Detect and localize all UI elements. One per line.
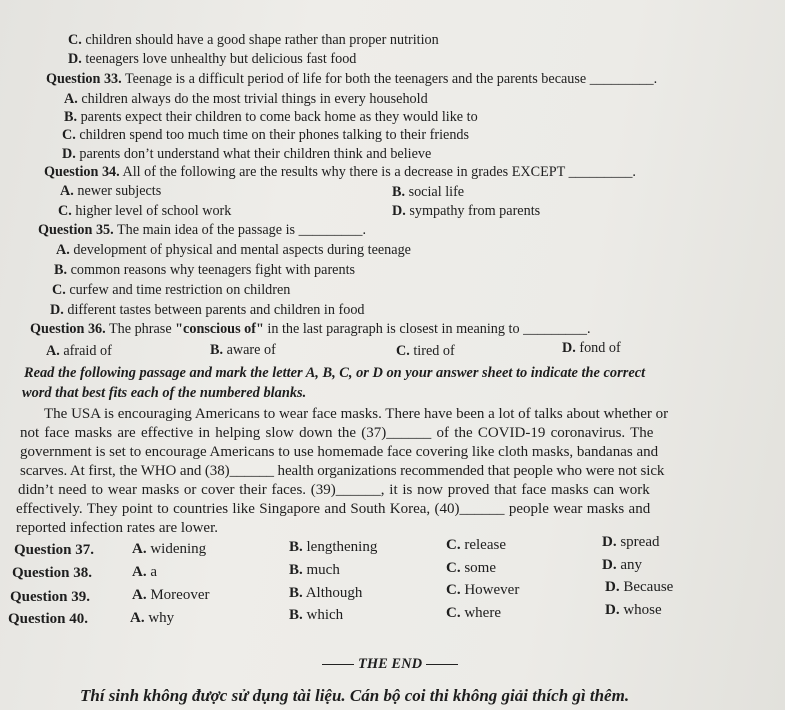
exam-page: C. children should have a good shape rather than proper nutrition D. teenagers love unhealthy but delicious fast food Question 33. Teenage is a difficult period of life for both the teenagers and the parents because _________. A. children always do the most trivial things in every household B. parents expect their children to come back home as they would like to C. children spend too much time on their phones talking to their friends D. parents don’t understand what their children think and believe Question 34. All of the following are the results why there is a decrease in grades EXCEPT _________. A. newer subjects B. social life C. higher level of school work D. sympathy from parents Question 35. The main idea of the passage is _________. A. development of physical and mental aspects during teenage B. common reasons why teenagers fight with parents C. curfew and time restriction on children D. different tastes between parents and children in food Question 36. The phrase "conscious of" in the last paragraph is closest in meaning to _________. A. afraid of B. aware of C. tired of D. fond of Read the following passage and mark the letter A, B, C, or D on your answer sheet to indicate the correct word that best fits each of the numbered blanks. The USA is encouraging Americans to wear face masks. There have been a lot of talks about whether or not face masks are effective in helping slow down the (37)______ of the COVID-19 coronavirus. The government is set to encourage Americans to use homemade face covering like cloth masks, bandanas and scarves. At first, the WHO and (38)______ health organizations recommended that people who were not sick didn’t need to wear masks or cover their faces. (39)______, it is now proved that face masks can work effectively. They point to countries like Singapore and South Korea, (40)______ people wear masks and reported infection rates are lower. Question 37. A. widening B. lengthening C. release D. spread Question 38. A. a B. much C. some D. any Question 39. A. Moreover B. Although C. However D. Because Question 40. A. why B. which C. where D. whose THE END Thí sinh không được sử dụng tài liệu. Cán bộ coi thi không giải thích gì thêm. xyxy=(0,0,785,710)
passage-line-7: reported infection rates are lower. xyxy=(16,520,218,536)
q36-option-a: A. afraid of xyxy=(46,343,112,359)
q34-stem: Question 34. All of the following are the results why there is a decrease in grades EXCEPT _________. xyxy=(44,164,636,180)
q35-stem: Question 35. The main idea of the passage is _________. xyxy=(38,222,366,238)
instruction-line-1: Read the following passage and mark the letter A, B, C, or D on your answer sheet to indicate the correct xyxy=(24,365,646,381)
passage-line-6: effectively. They point to countries like Singapore and South Korea, (40)______ people wear masks and xyxy=(16,501,651,517)
q34-option-c: C. higher level of school work xyxy=(58,203,232,219)
q36-option-d: D. fond of xyxy=(562,340,621,356)
q34-option-b: B. social life xyxy=(392,184,465,200)
q33-stem: Question 33. Teenage is a difficult period of life for both the teenagers and the parents because _________. xyxy=(46,71,658,87)
passage-line-3: government is set to encourage Americans to use homemade face covering like cloth masks, bandanas and xyxy=(20,444,659,460)
q33-option-b: B. parents expect their children to come back home as they would like to xyxy=(64,109,478,125)
footer-note: Thí sinh không được sử dụng tài liệu. Cán bộ coi thi không giải thích gì thêm. xyxy=(80,686,630,705)
q34-option-d: D. sympathy from parents xyxy=(392,203,541,219)
passage-line-1: The USA is encouraging Americans to wear face masks. There have been a lot of talks about whether or xyxy=(44,406,669,422)
q33-option-a: A. children always do the most trivial things in every household xyxy=(64,91,428,107)
q32-option-c: C. children should have a good shape rather than proper nutrition xyxy=(68,32,439,48)
q35-option-a: A. development of physical and mental aspects during teenage xyxy=(56,242,411,258)
q35-option-b: B. common reasons why teenagers fight with parents xyxy=(54,262,356,278)
q33-option-c: C. children spend too much time on their phones talking to their friends xyxy=(62,127,470,143)
q36-stem: Question 36. The phrase "conscious of" in the last paragraph is closest in meaning to _________. xyxy=(30,321,591,337)
q32-option-d: D. teenagers love unhealthy but delicious fast food xyxy=(68,51,357,67)
passage-line-2: not face masks are effective in helping slow down the (37)______ of the COVID-19 coronavirus. The xyxy=(20,425,654,441)
q36-option-b: B. aware of xyxy=(210,342,276,358)
q35-option-d: D. different tastes between parents and children in food xyxy=(50,302,365,318)
passage-line-5: didn’t need to wear masks or cover their faces. (39)______, it is now proved that face masks can work xyxy=(18,482,650,498)
instruction-line-2: word that best fits each of the numbered blanks. xyxy=(22,385,307,401)
the-end-label: THE END xyxy=(318,656,462,673)
passage-line-4: scarves. At first, the WHO and (38)______ health organizations recommended that people who were not sick xyxy=(20,463,665,479)
q33-option-d: D. parents don’t understand what their children think and believe xyxy=(62,146,432,162)
q35-option-c: C. curfew and time restriction on children xyxy=(52,282,291,298)
q34-option-a: A. newer subjects xyxy=(60,183,162,199)
q36-option-c: C. tired of xyxy=(396,343,455,359)
